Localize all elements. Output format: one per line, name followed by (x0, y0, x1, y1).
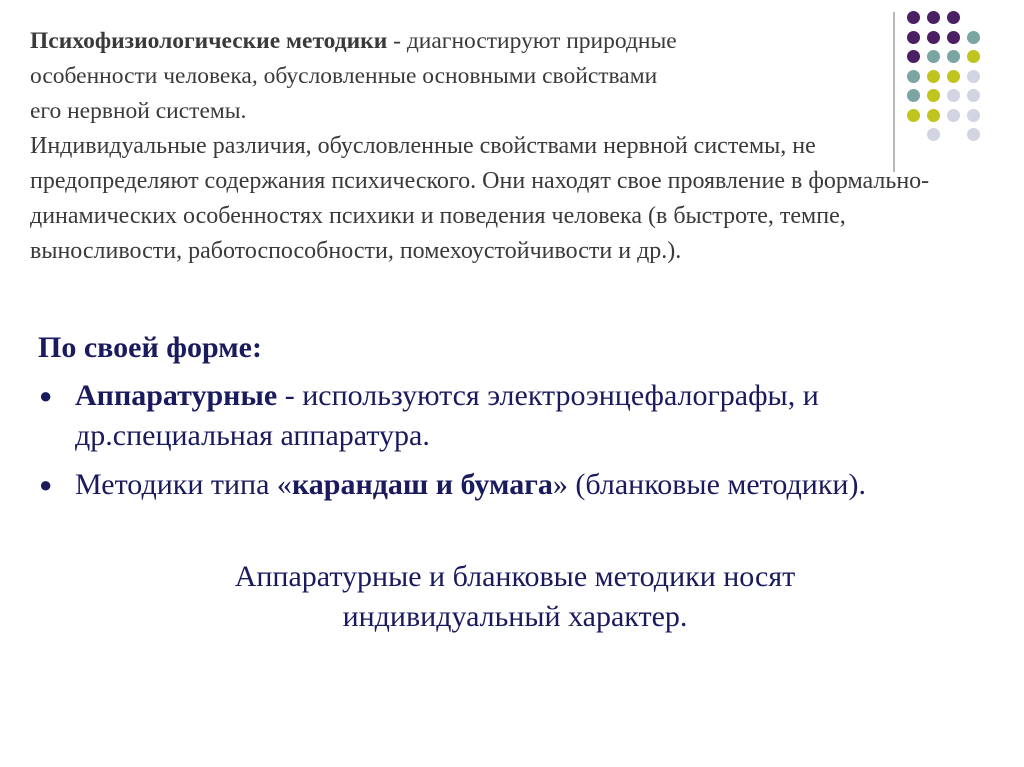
bullet-prefix: Методики типа « (75, 468, 292, 501)
bullet-bold: Аппаратурные (75, 379, 278, 412)
bullet-icon: ● (39, 472, 53, 497)
intro-text (30, 24, 990, 269)
form-heading: По своей форме: (38, 331, 262, 364)
intro-title-line (30, 24, 990, 59)
conclusion-text: Аппаратурные и бланковые методики носят индивидуальный характер. (234, 560, 796, 633)
intro-line-2: особенности человека, обусловленные основными свойствами (30, 63, 658, 89)
intro-line-3: его нервной системы. (30, 98, 247, 124)
bullet-list (38, 376, 1008, 514)
decorative-dot (947, 11, 960, 24)
bullet-suffix: - используются электроэнцефалографы, и др.специальная аппаратура. (75, 379, 819, 452)
bullet-suffix: » (бланковые методики). (552, 468, 866, 501)
bullet-icon: ● (39, 383, 53, 408)
decorative-dot (927, 11, 940, 24)
intro-title-rest: - диагностируют природные (387, 28, 677, 54)
decorative-dot (907, 11, 920, 24)
intro-paragraph-2: Индивидуальные различия, обусловленные свойствами нервной системы, не предопределяют содержания психического. Они находят свое проявление в формально-динамических особенностях психики и поведения человека (в быстроте, темпе, выносливости, работоспособности, помехоустойчивости и др.). (30, 133, 930, 264)
bullet-item-pencil-paper (38, 465, 1008, 505)
intro-title-bold: Психофизиологические методики (30, 28, 388, 54)
bullet-item-apparatus (38, 376, 1008, 456)
bullet-bold: карандаш и бумага (291, 468, 553, 501)
